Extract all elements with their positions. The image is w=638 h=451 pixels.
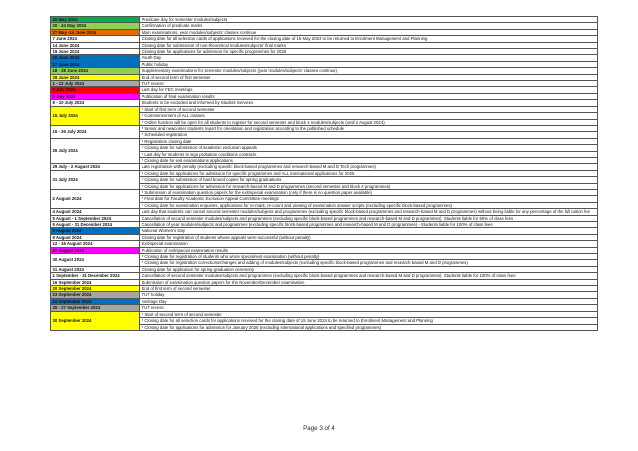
date-cell: 8 - 10 July 2024 — [51, 100, 140, 106]
description-cell — [140, 209, 598, 215]
date-cell: 7 June 2024 — [51, 36, 140, 42]
description-text: * Last day for students to sign probation conditions contracts — [141, 151, 257, 157]
description-text: * Online function will be open for all students to register for second semester and block 4 modules/subjects (until 2 August 2024) — [141, 119, 385, 125]
date-cell: 20 - 24 May 2024 — [51, 23, 140, 29]
description-text: End of second term of first semester — [141, 74, 211, 80]
description-text: Closing date for registration of students whose appeals were successful (without penalty) — [141, 234, 311, 240]
description-text: Submission of examination question papers for the November/December examination — [141, 279, 305, 285]
date-cell: 30 August 2024 — [51, 254, 140, 267]
date-cell: 3 July 2024 — [51, 87, 140, 93]
date-cell: 20 September 2024 — [51, 286, 140, 292]
description-text: * Closing date for examination enquiries, applications for re-mark, re-count and viewing of examination answer scripts (excluding specific block-based programmes) — [141, 202, 452, 208]
date-cell: 28 June 2024 — [51, 74, 140, 80]
description-text: Cancellation of year modules/subjects and programmes (excluding specific block-based programmes and research-based M and D programmes) - Students liable for 100% of class fees — [141, 222, 493, 227]
description-text: Cancellation of second semester modules/subjects and programmes (excluding specific block-based programmes and research-based M and D programmes). Students liable for 60% of class fees — [141, 215, 514, 221]
date-cell: 24 September 2024 — [51, 298, 140, 304]
date-cell: 1 September - 31 December 2024 — [51, 273, 140, 279]
date-cell: 4 August 2024 — [51, 209, 140, 215]
description-text: * Commencement of ALL classes — [141, 113, 205, 119]
date-cell: 27 August 2024 — [51, 247, 140, 253]
description-text: * Closing date for submission of academic exclusion appeals — [141, 145, 257, 151]
description-text: Predicate day for semester modules/subjects — [141, 17, 228, 22]
date-cell: 17 June 2024 — [51, 61, 140, 67]
description-text: Last day that students can cancel second semester modules/subjects and programmes (excluding specific block-based programmes and research-based M and D programmes) without being liable for any percentage of the full tuition fee — [141, 209, 591, 215]
description-text: TUT recess — [141, 305, 164, 311]
date-cell: 5 August - 1 September 2024 — [51, 215, 140, 221]
calendar-table-body — [51, 17, 598, 331]
description-text: Closing date for submission of non-theoretical modules/subjects' final marks — [141, 42, 286, 48]
description-text: * Scheduled registration — [141, 132, 188, 138]
date-cell: 9 August 2024 — [51, 234, 140, 240]
description-text: Cancellation of second semester modules/subjects and programmes (excluding specific block-based programmes and research-based M and D programmes). Students liable for 100% of class fees — [141, 273, 516, 279]
date-cell: 15 - 26 July 2024 — [51, 125, 140, 138]
description-text: Closing date for application for spring graduation ceremony — [141, 266, 254, 272]
description-text: * Registration closing date — [141, 138, 192, 144]
description-text: * Closing date for all selection cards for applications received for the closing date of 15 June 2024 to be returned to Enrolment Management and Planning — [141, 318, 433, 324]
description-text: * Start of first term of second semester — [141, 106, 215, 112]
date-cell: 12 - 16 August 2024 — [51, 241, 140, 247]
description-text: Students to be excluded and informed by Student Services — [141, 100, 254, 106]
description-text: Public holiday — [141, 61, 169, 67]
date-cell: 1 - 12 July 2024 — [51, 81, 140, 87]
description-cell — [140, 324, 598, 330]
description-text: Publication of final examination results — [141, 93, 215, 99]
date-cell: 27 May -14 June 2024 — [51, 29, 140, 35]
date-cell: 5 August - 31 December 2024 — [51, 222, 140, 228]
description-text: Last day for FEC meetings — [141, 87, 193, 93]
date-cell: 16 June 2024 — [51, 55, 140, 61]
date-cell: 5 July 2024 — [51, 93, 140, 99]
description-text: Main examinations, year modules/subjects' classes continue — [141, 29, 257, 35]
date-cell: 20 May 2024 — [51, 17, 140, 23]
description-text: * Closing date for exit examinations applications — [141, 157, 233, 163]
description-text: * Closing date for submission of hard bound copies for spring graduations — [141, 177, 282, 183]
description-text: * Closing date for applications for admission for specific programmes and ALL international applications for 2025 — [141, 170, 355, 176]
description-text: * Closing date for registration of students who wrote special/exit examination (without penalty) — [141, 254, 320, 260]
description-text: * Start of second term of second semester — [141, 311, 222, 317]
date-cell: 30 September 2024 — [51, 311, 140, 330]
date-cell: 31 August 2024 — [51, 266, 140, 272]
date-cell: 2 August 2024 — [51, 189, 140, 208]
date-cell: 15 July 2024 — [51, 106, 140, 125]
description-text: National Women's Day — [141, 228, 185, 234]
date-cell: 31 July 2024 — [51, 170, 140, 189]
description-text: Confirmation of predicate marks — [141, 23, 203, 29]
description-text: * Closing date for applications for admission for research-based M and D programmes (second semester and block 4 programmes) — [141, 183, 391, 189]
description-text: Supplementary examinations for semester modules/subjects (year modules/subjects' classes continue) — [141, 68, 337, 74]
description-text: Closing date for all selection cards of applications received for the closing date of 15 May 2024 to be returned to Enrolment Management and Planning — [141, 36, 428, 42]
page-number: Page 3 of 4 — [303, 425, 335, 432]
description-text: Heritage Day — [141, 298, 167, 304]
page-footer — [0, 425, 638, 432]
description-text: * Final date for Faculty Academic Exclusion Appeal Committee meetings — [141, 196, 279, 202]
description-text: Late registration with penalty (excluding specific block-based programmes and research-based M and D Tech programmes) — [141, 164, 376, 170]
description-text: * Closing date for applications for admission for January 2025 (excluding international applications and specified programmes) — [141, 324, 382, 330]
date-cell: 14 June 2024 — [51, 42, 140, 48]
date-cell: 26 July 2024 — [51, 138, 140, 164]
date-cell: 16 September 2024 — [51, 279, 140, 285]
calendar-document — [50, 16, 589, 331]
description-text: * Closing date for registration corrections/changes and adding of modules/subjects (excluding specific block-based programmes and research-based M and D programmes) — [141, 260, 468, 266]
date-cell: 9 August 2024 — [51, 228, 140, 234]
date-cell: 18 - 28 June 2024 — [51, 68, 140, 74]
date-cell: 23 September 2024 — [51, 292, 140, 298]
calendar-table — [50, 16, 598, 331]
description-text: TUT recess — [141, 81, 164, 87]
description-text: Youth Day — [141, 55, 162, 61]
description-text: * Senior and newcomer students report for orientation and registration according to the published schedule — [141, 125, 345, 131]
date-cell: 15 June 2024 — [51, 49, 140, 55]
description-text: * Submission of examination question papers for the exit/special examination (only if there is no question paper available) — [141, 189, 372, 195]
description-text: Exit/special examination — [141, 241, 188, 247]
date-cell: 29 July - 2 August 2024 — [51, 164, 140, 170]
date-cell: 25 - 27 September 2024 — [51, 305, 140, 311]
description-text: Closing date for applications for admission for specific programmes for 2025 — [141, 49, 287, 55]
description-text: Publication of exit/special examination results — [141, 247, 228, 253]
description-text: End of first term of second semester — [141, 286, 211, 292]
description-text: TUT holiday — [141, 292, 165, 298]
